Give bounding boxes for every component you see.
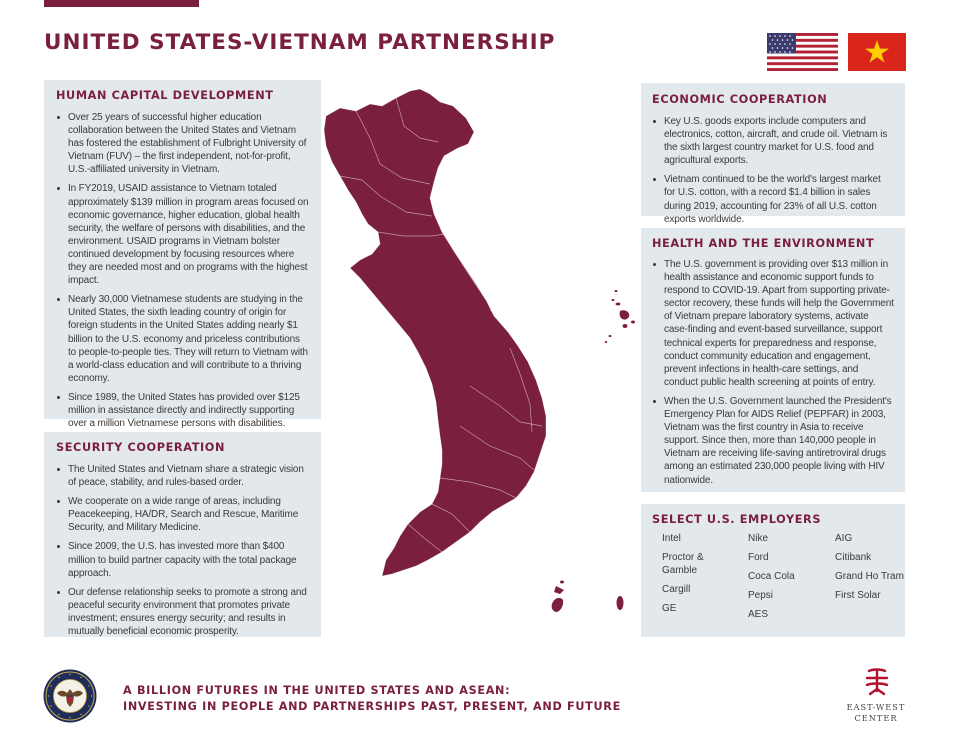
employer-name: Coca Cola — [748, 571, 795, 582]
employer-name: Ford — [748, 552, 769, 563]
footer-tagline-2: INVESTING IN PEOPLE AND PARTNERSHIPS PAST, PRESENT, AND FUTURE — [123, 700, 621, 713]
list-item: In FY2019, USAID assistance to Vietnam totaled approximately $139 million in program areas focused on economic governance, higher education, global health security, the welfare of persons with disabilities, and the environment. USAID programs in Vietnam bolster continued development by focusing resources where they are needed most and on programs with the highest impact. — [56, 182, 309, 287]
employer-name: Nike — [748, 533, 769, 544]
employers-panel — [641, 504, 905, 637]
economic-heading: ECONOMIC COOPERATION — [652, 93, 828, 106]
list-item: Nearly 30,000 Vietnamese students are studying in the United States, the sixth leading country of origin for foreign students in the United States adding nearly $1 billion to the U.S. economy and priceless contributions to people-to-people ties. They will return to Vietnam with a world-class education and will contribute to a thriving economy. — [56, 293, 309, 385]
employer-name: Proctor & Gamble — [662, 552, 704, 576]
us-flag-icon — [767, 33, 838, 71]
list-item: Our defense relationship seeks to promote a strong and peaceful security environment that promotes private investment; ensures energy security; and results in mutually beneficial economic prosperity. — [56, 586, 309, 638]
top-accent-bar — [44, 0, 199, 7]
health-heading: HEALTH AND THE ENVIRONMENT — [652, 237, 875, 250]
employer-name: Cargill — [662, 584, 691, 595]
employers-column-2 — [748, 532, 828, 627]
list-item: When the U.S. Government launched the President's Emergency Plan for AIDS Relief (PEPFAR) in 2003, Vietnam was the first country in Asia to receive support. Since then, more than 140,000 people in Vietnam are receiving life-saving antiretroviral drugs among an estimated 230,000 people living with HIV nationwide. — [652, 395, 894, 487]
list-item: The U.S. government is providing over $13 million in health assistance and economic support funds to respond to COVID-19. Apart from supporting private-sector recovery, these funds will help the Government of Vietnam prepare laboratory systems, activate case-finding and event-based surveillance, support technical experts for preparedness and response, conduct community education and engagement, prevent infections in health-care settings, and conduct public health screening at points of entry. — [652, 258, 894, 389]
human-capital-heading: HUMAN CAPITAL DEVELOPMENT — [56, 89, 274, 102]
employer-name: Pepsi — [748, 590, 774, 601]
list-item: We cooperate on a wide range of areas, including Peacekeeping, HA/DR, Search and Rescue, Maritime Security, and Military Medicine. — [56, 495, 309, 534]
economic-panel — [641, 83, 905, 225]
list-item: Key U.S. goods exports include computers and electronics, cotton, aircraft, and crude oil. Vietnam is the sixth largest country market for U.S. food and agricultural exports. — [652, 115, 894, 167]
employer-name: Grand Ho Tram — [835, 571, 904, 582]
employer-name: AIG — [835, 533, 853, 544]
human-capital-panel — [44, 80, 321, 430]
employer-name: Citibank — [835, 552, 872, 563]
employer-name: Intel — [662, 533, 681, 544]
human-capital-list — [56, 111, 309, 430]
employers-column-1 — [662, 532, 742, 621]
list-item: Over 25 years of successful higher education collaboration between the United States and Vietnam has fostered the establishment of Fulbright University of Vietnam (FUV) – the first independent, not-for-profit, U.S.-affiliated university in Vietnam. — [56, 111, 309, 176]
health-list — [652, 258, 894, 487]
employers-column-3 — [835, 532, 915, 608]
security-list — [56, 463, 309, 638]
page-title: UNITED STATES-VIETNAM PARTNERSHIP — [44, 30, 556, 55]
employers-heading: SELECT U.S. EMPLOYERS — [652, 513, 822, 526]
east-west-center-logo-icon — [862, 667, 892, 697]
employer-name: First Solar — [835, 590, 881, 601]
list-item: The United States and Vietnam share a strategic vision of peace, stability, and rules-based order. — [56, 463, 309, 489]
employer-name: AES — [748, 609, 769, 620]
list-item: Since 1989, the United States has provided over $125 million in assistance directly and indirectly supporting over a million Vietnamese persons with disabilities. — [56, 391, 309, 430]
east-west-center-logo-text-1: EAST-WEST — [846, 702, 906, 712]
economic-list — [652, 115, 894, 226]
list-item: Since 2009, the U.S. has invested more than $400 million to build partner capacity with the total package approach. — [56, 540, 309, 579]
east-west-center-logo-text-2: CENTER — [854, 713, 898, 723]
security-panel — [44, 432, 321, 637]
security-heading: SECURITY COOPERATION — [56, 441, 226, 454]
employers-grid — [652, 532, 904, 632]
vietnam-map — [320, 86, 640, 616]
health-panel — [641, 228, 905, 492]
employer-name: GE — [662, 603, 677, 614]
state-department-seal-icon — [43, 669, 97, 723]
list-item: Vietnam continued to be the world's largest market for U.S. cotton, with a record $1.4 billion in sales during 2019, accounting for 23% of all U.S. cotton exports worldwide. — [652, 173, 894, 225]
footer-tagline-1: A BILLION FUTURES IN THE UNITED STATES AND ASEAN: — [123, 684, 511, 697]
vietnam-flag-icon — [848, 33, 906, 71]
